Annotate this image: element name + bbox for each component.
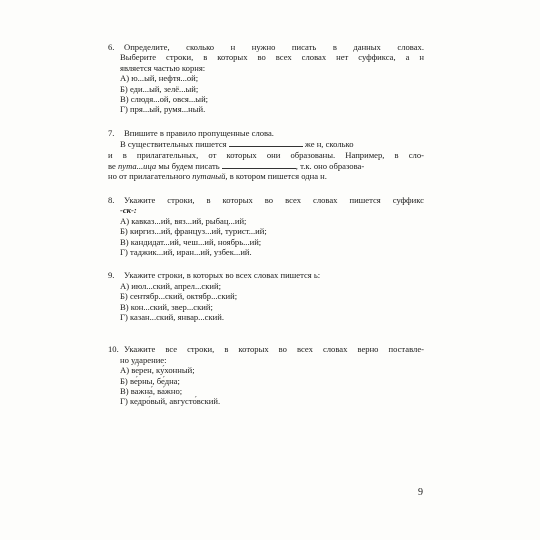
task-6-line-1	[108, 42, 424, 52]
page-number: 9	[418, 487, 423, 498]
task-8-text: Укажите строки, в которых во всех словах пишется суффикс	[124, 194, 424, 205]
option-c: В) важна́, ва́жно;	[120, 385, 183, 396]
task-10	[108, 344, 424, 406]
rule-text: но от прилагательного	[108, 171, 191, 182]
rule-text: , т.к. оно образова-	[295, 161, 365, 172]
option-d: Г) пря...ый, румя...ный.	[120, 104, 206, 115]
task-9-text: Укажите строки, в которых во всех словах пишется ь:	[124, 270, 321, 281]
task-6-line-3: является частью корня:	[120, 62, 206, 73]
task-7-line-3: и в прилагательных, от которых они образованы. Например, в сло-	[108, 149, 424, 160]
fill-in-blank-1[interactable]	[229, 138, 303, 147]
option-c: В) кон...ский, звер...ский;	[120, 301, 213, 312]
option-b: Б) сентябр...ский, октябр...ский;	[120, 291, 238, 302]
option-d: Г) кедро́вый, августо́вский.	[120, 396, 221, 407]
rule-text: ве	[108, 161, 116, 172]
option-d: Г) казан...ский, январ...ский.	[120, 311, 224, 322]
option-c: В) кандидат...ий, чеш...ий, ноябрь...ий;	[120, 236, 262, 247]
task-7-line-1	[108, 128, 424, 138]
task-7-line-4	[108, 160, 424, 171]
task-8	[108, 195, 424, 257]
task-8-line-1	[108, 195, 424, 205]
task-9	[108, 270, 424, 322]
task-number: 10.	[108, 344, 119, 355]
option-b: Б) киргиз...ий, француз...ий, турист...ий;	[120, 226, 267, 237]
task-6	[108, 42, 424, 115]
suffix-label: -ск-:	[120, 205, 137, 216]
task-6-text: Определите, сколько н нужно писать в данных словах.	[124, 42, 424, 52]
option-b: Б) еди...ый, зелё...ый;	[120, 83, 199, 94]
rule-text: же н, сколько	[304, 139, 354, 150]
task-7-line-2	[108, 138, 424, 149]
task-10-line-2: но ударение:	[120, 354, 167, 365]
option-a: А) ю...ый, нефтя...ой;	[120, 73, 199, 84]
fill-in-blank-2[interactable]	[222, 160, 296, 169]
option-a: А) кавказ...ий, вяз...ий, рыбац...ий;	[120, 215, 247, 226]
option-a: А) июл...ский, апрел...ский;	[120, 280, 221, 291]
option-c: В) слюдя...ой, овся...ый;	[120, 94, 209, 105]
task-number: 7.	[108, 127, 115, 138]
rule-text: , в котором пишется одна н.	[225, 171, 327, 182]
task-7-line-5	[108, 171, 424, 181]
task-number: 9.	[108, 270, 115, 281]
task-7	[108, 128, 424, 182]
rule-text: мы будем писать	[158, 161, 220, 172]
task-6-line-2: Выберите строки, в которых во всех словах нет суффикса, а н	[120, 52, 424, 63]
rule-text: В существительных пишется	[120, 139, 227, 150]
page-content	[108, 42, 424, 420]
task-10-text: Укажите все строки, в которых во всех словах верно поставле-	[124, 344, 424, 355]
option-d: Г) таджик...ий, иран...ий, узбек...ий.	[120, 246, 252, 257]
task-10-line-1	[108, 344, 424, 354]
option-b: Б) ве́рны, бе́дна;	[120, 375, 180, 386]
example-word: путаный	[192, 171, 226, 182]
task-7-text: Впишите в правило пропущенные слова.	[124, 127, 274, 138]
task-8-line-2	[108, 205, 424, 215]
task-number: 8.	[108, 194, 115, 205]
task-number: 6.	[108, 42, 115, 52]
task-9-line-1	[108, 270, 424, 280]
option-a: А) ве́рен, ку́хонный;	[120, 365, 195, 376]
example-word: пута...ица	[117, 161, 157, 172]
